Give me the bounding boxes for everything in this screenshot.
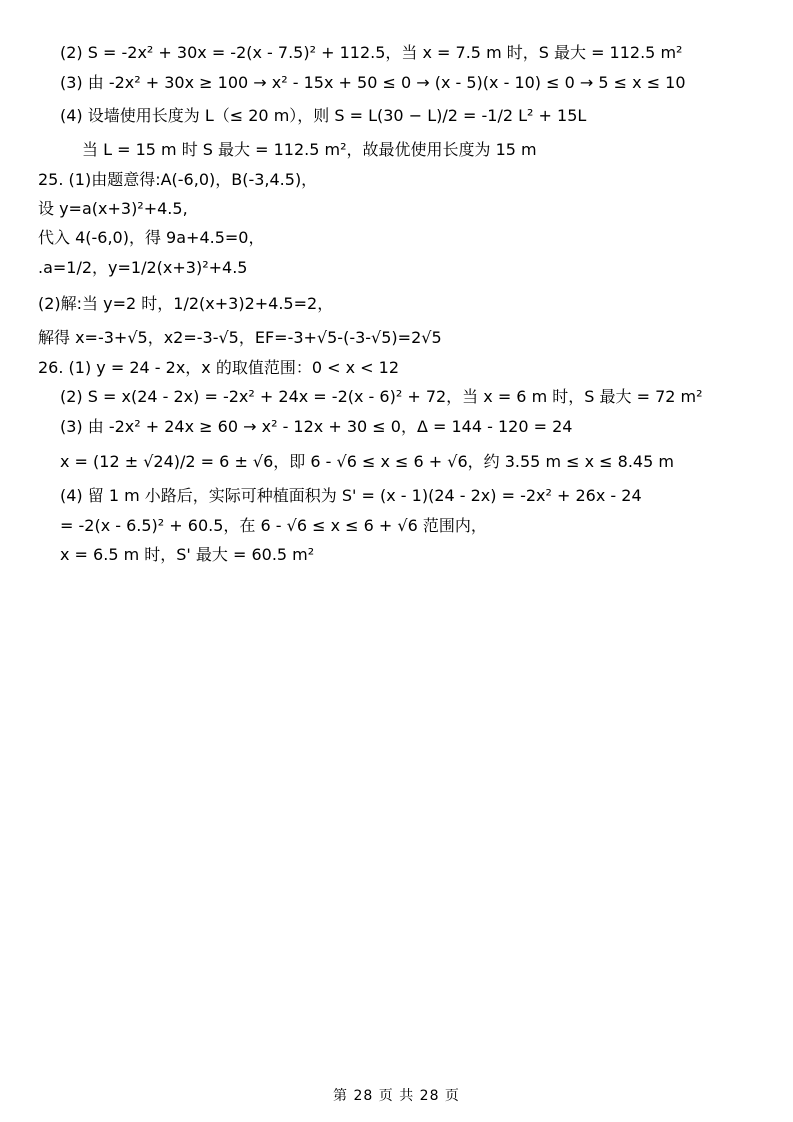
solution-line: 代入 4(-6,0)，得 9a+4.5=0， [38, 228, 265, 247]
solution-line: (2) S = -2x² + 30x = -2(x - 7.5)² + 112.5，当 x = 7.5 m 时，S 最大 = 112.5 m² [60, 43, 683, 62]
solution-line: .a=1/2，y=1/2(x+3)²+4.5 [38, 258, 248, 277]
page-number: 第 28 页 共 28 页 [333, 1088, 460, 1104]
solution-line: (3) 由 -2x² + 30x ≥ 100 → x² - 15x + 50 ≤ 0 → (x - 5)(x - 10) ≤ 0 → 5 ≤ x ≤ 10 [60, 73, 686, 92]
solution-line: 26. (1) y = 24 - 2x，x 的取值范围：0 < x < 12 [38, 358, 400, 377]
solution-line: 解得 x=-3+√5，x2=-3-√5，EF=-3+√5-(-3-√5)=2√5 [38, 328, 442, 347]
solution-line: x = 6.5 m 时，S' 最大 = 60.5 m² [60, 545, 315, 564]
solution-line: = -2(x - 6.5)² + 60.5，在 6 - √6 ≤ x ≤ 6 + √6 范围内， [60, 516, 487, 535]
solution-line: x = (12 ± √24)/2 = 6 ± √6，即 6 - √6 ≤ x ≤ 6 + √6，约 3.55 m ≤ x ≤ 8.45 m [60, 452, 674, 471]
solution-line: 设 y=a(x+3)²+4.5, [38, 199, 188, 218]
solution-line: 25. (1)由题意得:A(-6,0)，B(-3,4.5)， [38, 170, 318, 189]
solution-line: (4) 设墙使用长度为 L（≤ 20 m），则 S = L(30 − L)/2 = -1/2 L² + 15L [60, 106, 587, 125]
solution-line: (2)解:当 y=2 时，1/2(x+3)2+4.5=2， [38, 294, 334, 313]
solution-line: (3) 由 -2x² + 24x ≥ 60 → x² - 12x + 30 ≤ 0，Δ = 144 - 120 = 24 [60, 417, 573, 436]
solution-line: 当 L = 15 m 时 S 最大 = 112.5 m²，故最优使用长度为 15 m [82, 140, 537, 159]
solution-line: (4) 留 1 m 小路后，实际可种植面积为 S' = (x - 1)(24 - 2x) = -2x² + 26x - 24 [60, 486, 642, 505]
solution-line: (2) S = x(24 - 2x) = -2x² + 24x = -2(x - 6)² + 72，当 x = 6 m 时，S 最大 = 72 m² [60, 387, 703, 406]
